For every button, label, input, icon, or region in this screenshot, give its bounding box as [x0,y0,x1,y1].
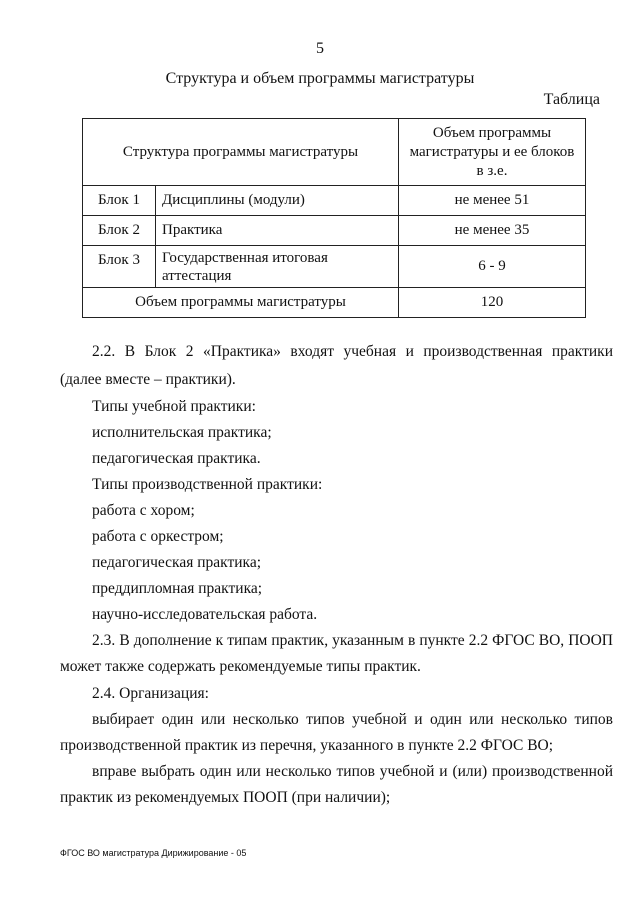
block-cell: Блок 2 [83,216,156,246]
table-row [83,216,586,246]
table-header-row [83,119,586,186]
program-structure-table [82,118,586,318]
volume-cell: 6 - 9 [399,246,586,288]
paragraph-2-4b-line2: практик из рекомендуемых ПООП (при наличии); [60,789,391,806]
block-name-cell: Дисциплины (модули) [156,186,399,216]
paragraph-2-2-line1: 2.2. В Блок 2 «Практика» входят учебная и производственная практики [92,343,613,360]
paragraph-2-3-line2: может также содержать рекомендуемые типы практик. [60,658,421,675]
block-name-cell: Практика [156,216,399,246]
list-item: исполнительская практика; [92,424,272,441]
paragraph-2-4: 2.4. Организация: [92,685,209,702]
list-item: работа с хором; [92,502,195,519]
total-value-cell: 120 [399,288,586,318]
table-row [83,186,586,216]
volume-cell: не менее 51 [399,186,586,216]
production-practice-heading: Типы производственной практики: [92,476,323,493]
total-label-cell: Объем программы магистратуры [83,288,399,318]
paragraph-2-4a-line1: выбирает один или несколько типов учебной и один или несколько типов [92,711,613,728]
paragraph-2-4a-line2: производственной практик из перечня, указанного в пункте 2.2 ФГОС ВО; [60,737,554,754]
block-cell: Блок 3 [83,246,156,288]
paragraph-2-2-line2: (далее вместе – практики). [60,371,236,388]
list-item: преддипломная практика; [92,580,263,597]
document-title: Структура и объем программы магистратуры [165,70,475,87]
list-item: педагогическая практика; [92,554,262,571]
table-row [83,246,586,288]
page-number: 5 [316,40,324,57]
header-volume: Объем программы магистратуры и ее блоков в з.е. [399,119,586,186]
paragraph-2-3-line1: 2.3. В дополнение к типам практик, указанным в пункте 2.2 ФГОС ВО, ПООП [92,632,613,649]
list-item: научно-исследовательская работа. [92,606,318,623]
block-name-cell: Государственная итоговая аттестация [156,246,399,288]
header-structure: Структура программы магистратуры [83,119,399,186]
study-practice-heading: Типы учебной практики: [92,398,256,415]
table-total-row [83,288,586,318]
block-cell: Блок 1 [83,186,156,216]
volume-cell: не менее 35 [399,216,586,246]
list-item: педагогическая практика. [92,450,261,467]
paragraph-2-4b-line1: вправе выбрать один или несколько типов учебной и (или) производственной [92,763,613,780]
page-footer: ФГОС ВО магистратура Дирижирование - 05 [60,848,247,858]
table-label: Таблица [543,91,600,108]
list-item: работа с оркестром; [92,528,224,545]
